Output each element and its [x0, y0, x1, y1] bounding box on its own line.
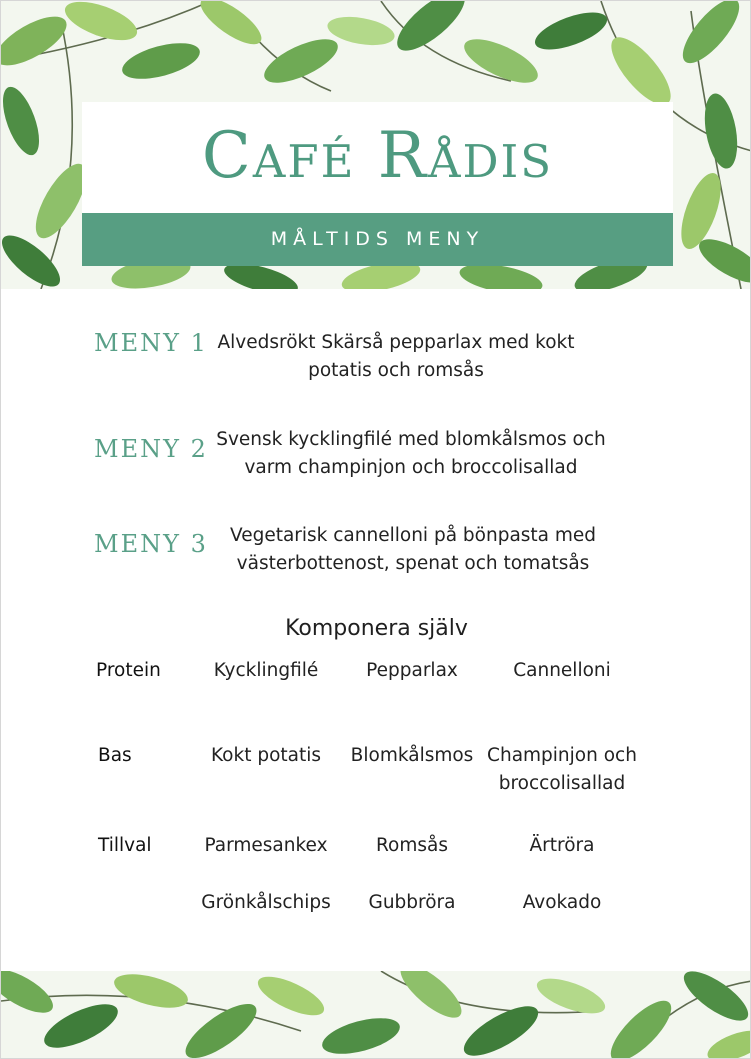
menu-2-line-2: varm champinjon och broccolisallad: [244, 457, 578, 478]
compose-item: Kycklingfilé: [213, 660, 319, 681]
compose-item: Kokt potatis: [210, 745, 322, 766]
compose-item: Champinjon och broccolisallad: [487, 745, 637, 794]
compose-row-label-protein: Protein: [96, 660, 161, 681]
menu-3-line-1: Vegetarisk cannelloni på bönpasta med: [229, 525, 597, 546]
compose-item: Parmesankex: [204, 835, 328, 856]
compose-title: Komponera själv: [285, 616, 468, 641]
menu-2-label: MENY 2: [94, 435, 208, 463]
compose-item: Grönkålschips: [201, 892, 331, 913]
compose-row-label-bas: Bas: [98, 745, 132, 766]
menu-3-description: [208, 522, 618, 578]
menu-2-line-1: Svensk kycklingfilé med blomkålsmos och: [216, 429, 606, 450]
compose-item: Ärtröra: [529, 835, 595, 856]
leaf-foliage-bottom-icon: [1, 971, 751, 1059]
menu-1-label: MENY 1: [94, 329, 208, 357]
menu-1-line-1: Alvedsrökt Skärså pepparlax med kokt: [217, 332, 575, 353]
compose-row-label-tillval: Tillval: [98, 835, 152, 856]
compose-item: Gubbröra: [368, 892, 456, 913]
compose-item: Pepparlax: [366, 660, 458, 681]
compose-item: Cannelloni: [513, 660, 611, 681]
menu-1-description: [196, 329, 596, 385]
compose-item: Avokado: [522, 892, 602, 913]
subtitle-banner: [82, 213, 673, 266]
menu-2-description: [206, 426, 616, 482]
cafe-title: Café Rådis: [201, 119, 554, 193]
title-card: [82, 102, 673, 213]
menu-3-line-2: västerbottenost, spenat och tomatsås: [236, 553, 590, 574]
compose-item: Blomkålsmos: [350, 745, 474, 766]
compose-item: Romsås: [376, 835, 448, 856]
subtitle-text: MÅLTIDS MENY: [270, 228, 485, 250]
menu-3-label: MENY 3: [94, 530, 208, 558]
menu-1-line-2: potatis och romsås: [308, 360, 484, 381]
